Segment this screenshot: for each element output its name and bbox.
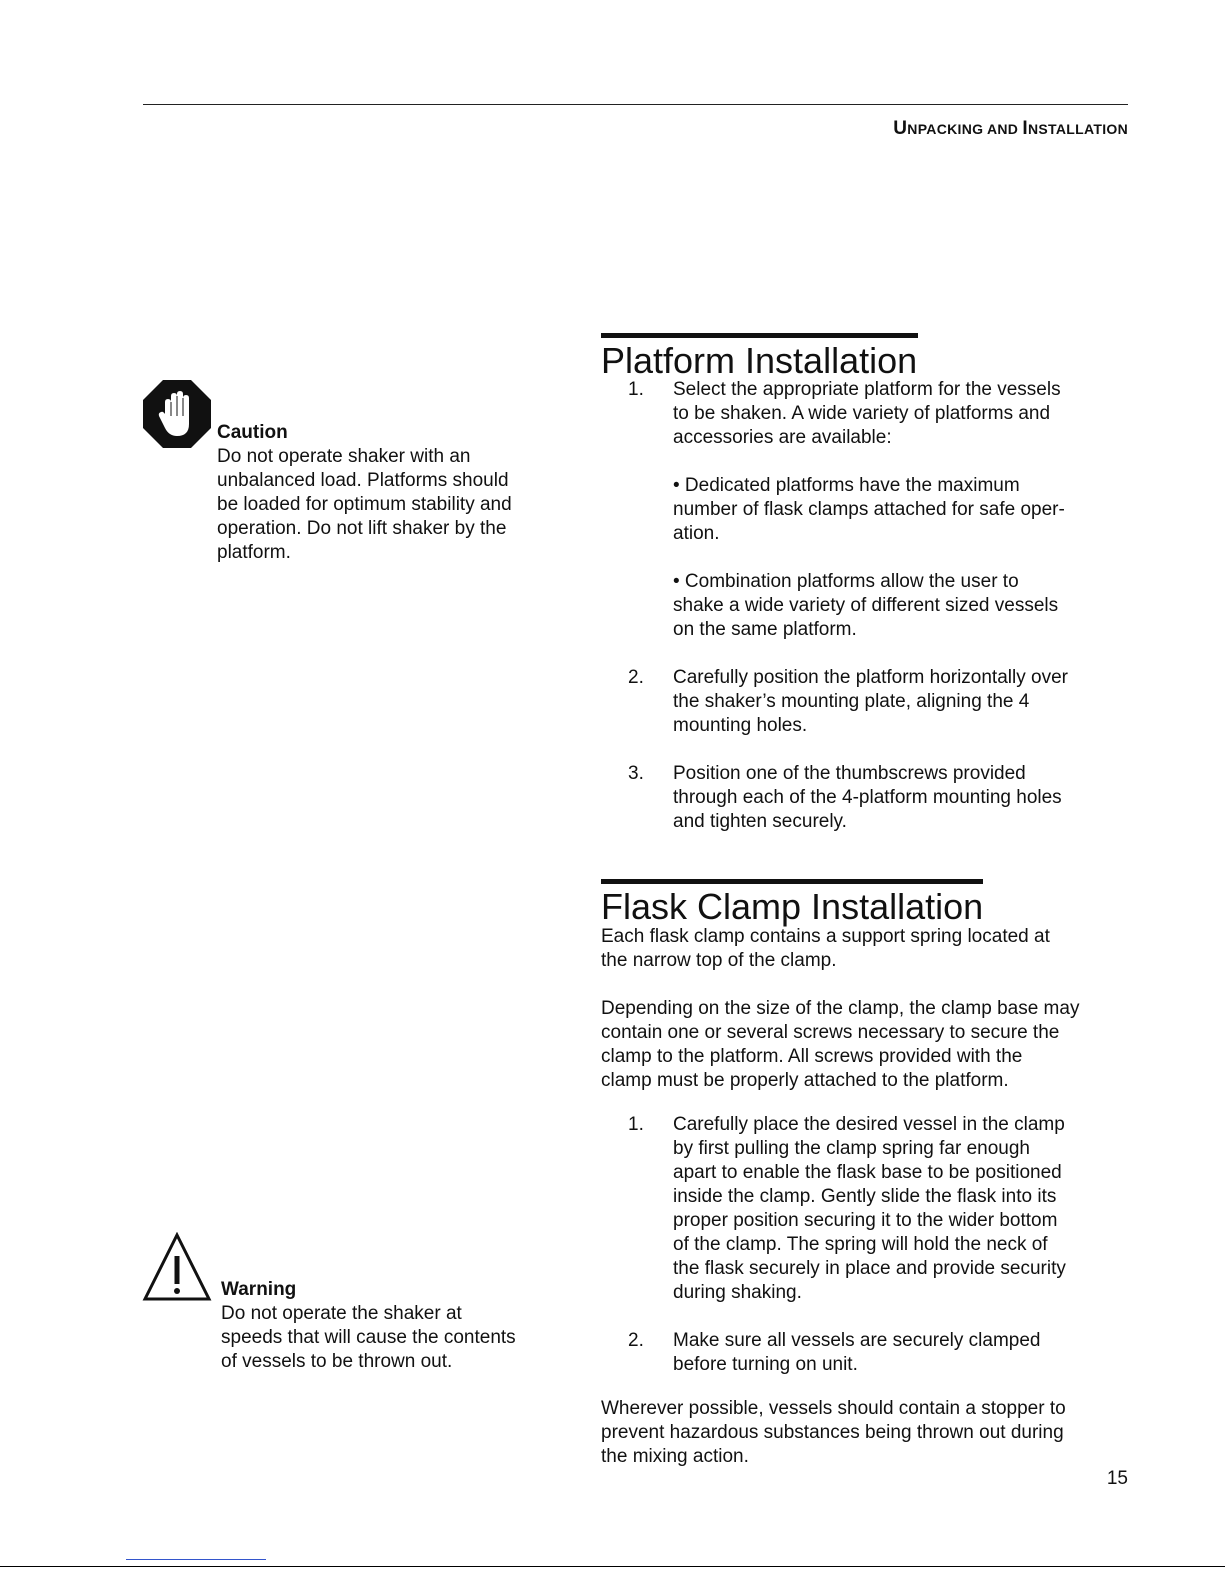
caution-line: platform. — [217, 542, 291, 563]
platform-title: Platform Installation — [601, 340, 918, 381]
step-line: Carefully position the platform horizontally over — [673, 667, 1068, 688]
step-line: accessories are available: — [673, 427, 892, 448]
step-number: 1. — [628, 1114, 644, 1135]
step-line: mounting holes. — [673, 715, 808, 736]
flask-step-2 — [601, 1329, 1121, 1377]
step-line: inside the clamp. Gently slide the flask into its — [673, 1186, 1057, 1207]
flask-title-rule — [601, 879, 983, 884]
para-line: prevent hazardous substances being thrown out during — [601, 1422, 1064, 1443]
bullet-line: shake a wide variety of different sized vessels — [673, 595, 1059, 616]
bullet-line: • Combination platforms allow the user to — [673, 571, 1019, 592]
para-line: Each flask clamp contains a support spring located at — [601, 926, 1050, 947]
step-number: 3. — [628, 763, 644, 784]
platform-step-3 — [601, 762, 1121, 834]
warning-triangle-icon — [142, 1232, 212, 1302]
caution-line: unbalanced load. Platforms should — [217, 470, 509, 491]
flask-intro-1 — [601, 925, 1121, 973]
step-line: before turning on unit. — [673, 1354, 858, 1375]
step-number: 2. — [628, 1330, 644, 1351]
para-line: the mixing action. — [601, 1446, 749, 1467]
caution-line: be loaded for optimum stability and — [217, 494, 512, 515]
caution-line: operation. Do not lift shaker by the — [217, 518, 507, 539]
step-line: Position one of the thumbscrews provided — [673, 763, 1026, 784]
warning-line: of vessels to be thrown out. — [221, 1351, 453, 1372]
para-line: contain one or several screws necessary to secure the — [601, 1022, 1060, 1043]
step-line: during shaking. — [673, 1282, 802, 1303]
flask-step-1 — [601, 1113, 1121, 1305]
para-line: clamp to the platform. All screws provided with the — [601, 1046, 1023, 1067]
bullet-line: • Dedicated platforms have the maximum — [673, 475, 1020, 496]
step-line: and tighten securely. — [673, 811, 847, 832]
step-line: proper position securing it to the wider bottom — [673, 1210, 1058, 1231]
para-line: Wherever possible, vessels should contain a stopper to — [601, 1398, 1066, 1419]
step-line: the shaker’s mounting plate, aligning the 4 — [673, 691, 1030, 712]
para-line: Depending on the size of the clamp, the clamp base may — [601, 998, 1080, 1019]
step-line: to be shaken. A wide variety of platforms and — [673, 403, 1051, 424]
warning-label: Warning — [221, 1279, 297, 1300]
step-line: Carefully place the desired vessel in the clamp — [673, 1114, 1065, 1135]
step-line: the flask securely in place and provide security — [673, 1258, 1066, 1279]
header-text-2: NSTALLATION — [1028, 121, 1128, 137]
header-cap-u: U — [893, 118, 908, 139]
warning-line: Do not operate the shaker at — [221, 1303, 462, 1324]
step-line: of the clamp. The spring will hold the neck of — [673, 1234, 1048, 1255]
step-line: through each of the 4-platform mounting holes — [673, 787, 1062, 808]
step-line: Select the appropriate platform for the vessels — [673, 379, 1061, 400]
stop-hand-icon — [143, 380, 211, 448]
header-rule — [143, 104, 1128, 105]
step-number: 1. — [628, 379, 644, 400]
bullet-line: number of flask clamps attached for safe oper- — [673, 499, 1065, 520]
caution-label: Caution — [217, 422, 288, 443]
bottom-edge-line — [0, 1566, 1225, 1567]
warning-line: speeds that will cause the contents — [221, 1327, 516, 1348]
bullet-line: on the same platform. — [673, 619, 857, 640]
platform-steps — [601, 378, 1121, 834]
para-line: clamp must be properly attached to the platform. — [601, 1070, 1009, 1091]
step-line: by first pulling the clamp spring far enough — [673, 1138, 1030, 1159]
step-line: apart to enable the flask base to be positioned — [673, 1162, 1062, 1183]
flask-closing — [601, 1397, 1121, 1469]
para-line: the narrow top of the clamp. — [601, 950, 837, 971]
warning-note — [221, 1278, 551, 1374]
step-line: Make sure all vessels are securely clamped — [673, 1330, 1041, 1351]
bottom-link-underline — [126, 1559, 266, 1560]
platform-step-2 — [601, 666, 1121, 738]
caution-line: Do not operate shaker with an — [217, 446, 471, 467]
platform-step-1 — [601, 378, 1121, 642]
flask-steps — [601, 1113, 1121, 1377]
step-number: 2. — [628, 667, 644, 688]
caution-note — [217, 421, 547, 565]
header-text-1: NPACKING AND — [907, 121, 1023, 137]
platform-title-rule — [601, 333, 918, 338]
flask-intro-2 — [601, 997, 1121, 1093]
flask-title: Flask Clamp Installation — [601, 886, 984, 927]
bullet-line: ation. — [673, 523, 720, 544]
running-header — [893, 118, 1128, 140]
page-number: 15 — [1106, 1468, 1128, 1489]
header-cap-i: I — [1022, 118, 1028, 139]
